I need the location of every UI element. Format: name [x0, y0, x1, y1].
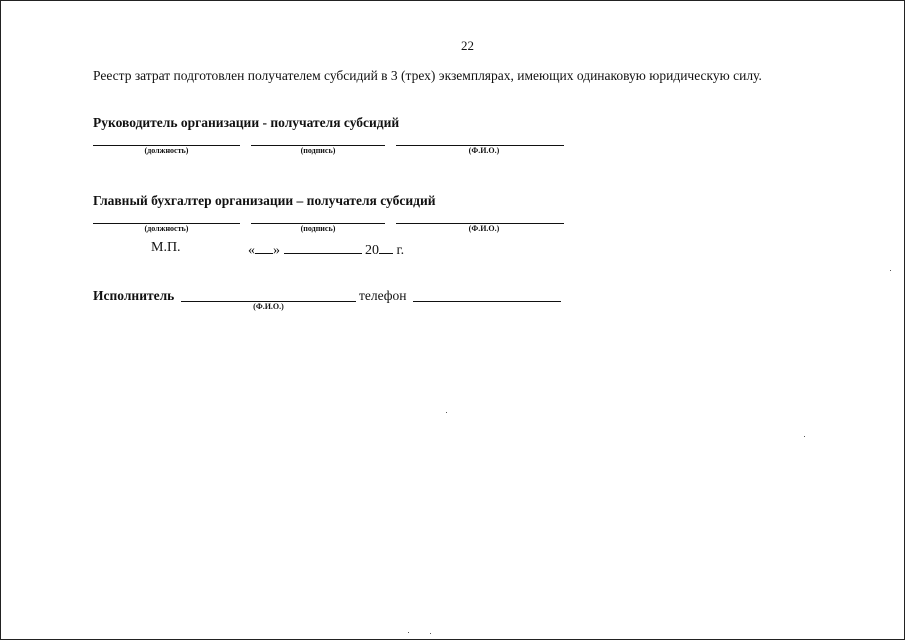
executor-caption-name: (Ф.И.О.)	[253, 302, 284, 311]
accountant-section-title: Главный бухгалтер организации – получателя субсидий	[93, 193, 436, 208]
page-number: 22	[461, 38, 474, 53]
date-day-blank	[255, 240, 273, 254]
date-month-blank	[284, 240, 362, 254]
scan-speck	[890, 270, 891, 271]
head-caption-signature: (подпись)	[300, 146, 336, 155]
accountant-caption-name: (Ф.И.О.)	[468, 224, 500, 233]
phone-label: телефон	[359, 288, 407, 303]
executor-label: Исполнитель	[93, 288, 175, 303]
intro-text: Реестр затрат подготовлен получателем субсидий в 3 (трех) экземплярах, имеющих одинаковую юридическую силу.	[93, 68, 762, 83]
head-caption-name: (Ф.И.О.)	[468, 146, 500, 155]
date-year-blank	[379, 240, 393, 254]
scan-speck	[408, 632, 409, 633]
date-line	[248, 240, 404, 259]
head-section-title: Руководитель организации - получателя субсидий	[93, 115, 400, 130]
stamp-label: М.П.	[151, 240, 181, 255]
date-open-quote: «	[248, 243, 255, 258]
scan-speck	[446, 412, 447, 413]
head-caption-position: (должность)	[144, 146, 189, 155]
date-close-quote: »	[273, 243, 280, 258]
date-year-prefix: 20	[365, 243, 379, 258]
accountant-caption-position: (должность)	[144, 224, 189, 233]
date-year-suffix: г.	[396, 243, 405, 258]
scan-speck	[430, 633, 431, 634]
accountant-caption-signature: (подпись)	[300, 224, 336, 233]
phone-line	[413, 301, 561, 302]
scan-speck	[804, 436, 805, 437]
